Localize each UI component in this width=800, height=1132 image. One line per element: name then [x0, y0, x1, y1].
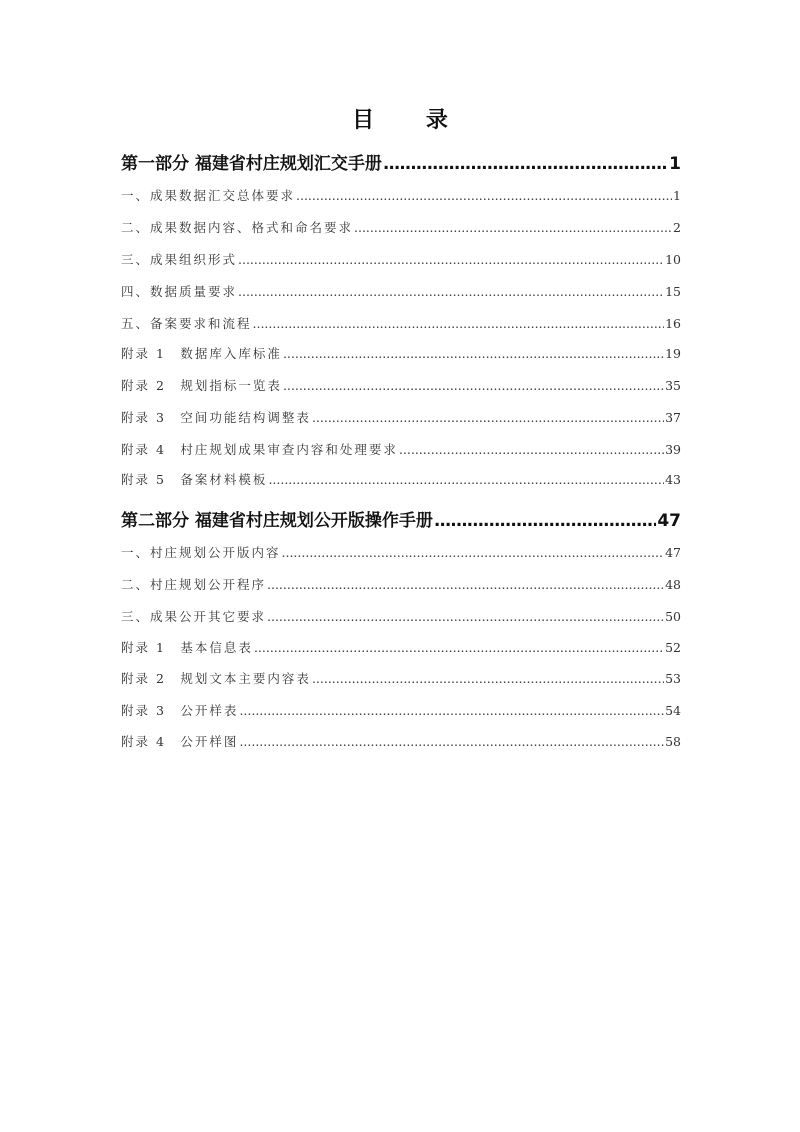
- toc-entry[interactable]: [121, 470, 681, 488]
- toc-entry-label: 四、数据质量要求: [121, 284, 238, 299]
- dot-leader: [312, 410, 664, 425]
- dot-leader: [434, 511, 656, 531]
- toc-entry-label: 附录 4 村庄规划成果审查内容和处理要求: [121, 442, 398, 457]
- toc-entry[interactable]: [121, 218, 681, 236]
- toc-entry-label: 五、备案要求和流程: [121, 316, 252, 331]
- toc-entry-label: 附录 2 规划文本主要内容表: [121, 671, 311, 686]
- toc-page-number: 15: [665, 284, 681, 299]
- dot-leader: [254, 640, 664, 655]
- dot-leader: [282, 545, 665, 560]
- toc-page-number: 43: [665, 472, 681, 487]
- toc-page-number: 1: [673, 188, 681, 203]
- toc-entry[interactable]: [121, 250, 681, 268]
- dot-leader: [268, 472, 664, 487]
- toc-entry[interactable]: [121, 376, 681, 394]
- toc-title: 目 录: [352, 108, 470, 133]
- toc-entry-label: 二、成果数据内容、格式和命名要求: [121, 220, 354, 235]
- toc-entry-label: 第一部分 福建省村庄规划汇交手册: [121, 154, 382, 174]
- toc-page-number: 47: [665, 545, 681, 560]
- dot-leader: [399, 442, 664, 457]
- toc-entry[interactable]: [121, 282, 681, 300]
- toc-entry-label: 三、成果组织形式: [121, 252, 238, 267]
- dot-leader: [312, 671, 664, 686]
- toc-entry[interactable]: [121, 669, 681, 687]
- toc-page-number: 47: [657, 511, 681, 531]
- toc-page-number: 16: [665, 316, 681, 331]
- toc-entry-label: 附录 4 公开样图: [121, 734, 239, 749]
- toc-page-number: 52: [665, 640, 681, 655]
- toc-page-number: 2: [673, 220, 681, 235]
- toc-entry-label: 一、村庄规划公开版内容: [121, 545, 281, 560]
- toc-entry[interactable]: [121, 440, 681, 458]
- toc-entry-label: 附录 3 空间功能结构调整表: [121, 410, 311, 425]
- toc-page-number: 37: [665, 410, 681, 425]
- toc-entry-label: 二、村庄规划公开程序: [121, 577, 267, 592]
- toc-page-number: 1: [669, 154, 681, 174]
- toc-entry[interactable]: [121, 732, 681, 750]
- toc-page-number: 53: [665, 671, 681, 686]
- dot-leader: [383, 154, 668, 174]
- dot-leader: [238, 252, 664, 267]
- dot-leader: [267, 609, 664, 624]
- toc-entry[interactable]: [121, 701, 681, 719]
- dot-leader: [239, 734, 664, 749]
- dot-leader: [239, 703, 664, 718]
- toc-page-number: 48: [665, 577, 681, 592]
- toc-entry-label: 附录 1 基本信息表: [121, 640, 253, 655]
- toc-entry-label: 附录 5 备案材料模板: [121, 472, 268, 487]
- toc-entry-label: 附录 1 数据库入库标准: [121, 346, 282, 361]
- dot-leader: [253, 316, 665, 331]
- dot-leader: [238, 284, 664, 299]
- toc-part-heading[interactable]: [121, 149, 681, 174]
- toc-page-number: 10: [665, 252, 681, 267]
- toc-page-number: 50: [665, 609, 681, 624]
- toc-page-number: 39: [665, 442, 681, 457]
- toc-part-heading[interactable]: [121, 506, 681, 531]
- toc-entry[interactable]: [121, 186, 681, 204]
- toc-entry[interactable]: [121, 638, 681, 656]
- dot-leader: [283, 346, 664, 361]
- toc-page-number: 58: [665, 734, 681, 749]
- toc-page-number: 35: [665, 378, 681, 393]
- toc-entry[interactable]: [121, 344, 681, 362]
- toc-entry-label: 一、成果数据汇交总体要求: [121, 188, 296, 203]
- dot-leader: [296, 188, 672, 203]
- toc-entry[interactable]: [121, 607, 681, 625]
- toc-entry[interactable]: [121, 314, 681, 332]
- toc-entry-label: 三、成果公开其它要求: [121, 609, 267, 624]
- dot-leader: [283, 378, 664, 393]
- dot-leader: [267, 577, 664, 592]
- toc-entry-label: 附录 2 规划指标一览表: [121, 378, 282, 393]
- toc-entry-label: 附录 3 公开样表: [121, 703, 239, 718]
- toc-entry-label: 第二部分 福建省村庄规划公开版操作手册: [121, 511, 433, 531]
- toc-entry[interactable]: [121, 408, 681, 426]
- dot-leader: [354, 220, 672, 235]
- toc-entry[interactable]: [121, 543, 681, 561]
- toc-page-number: 19: [665, 346, 681, 361]
- toc-entry[interactable]: [121, 575, 681, 593]
- toc-page-number: 54: [665, 703, 681, 718]
